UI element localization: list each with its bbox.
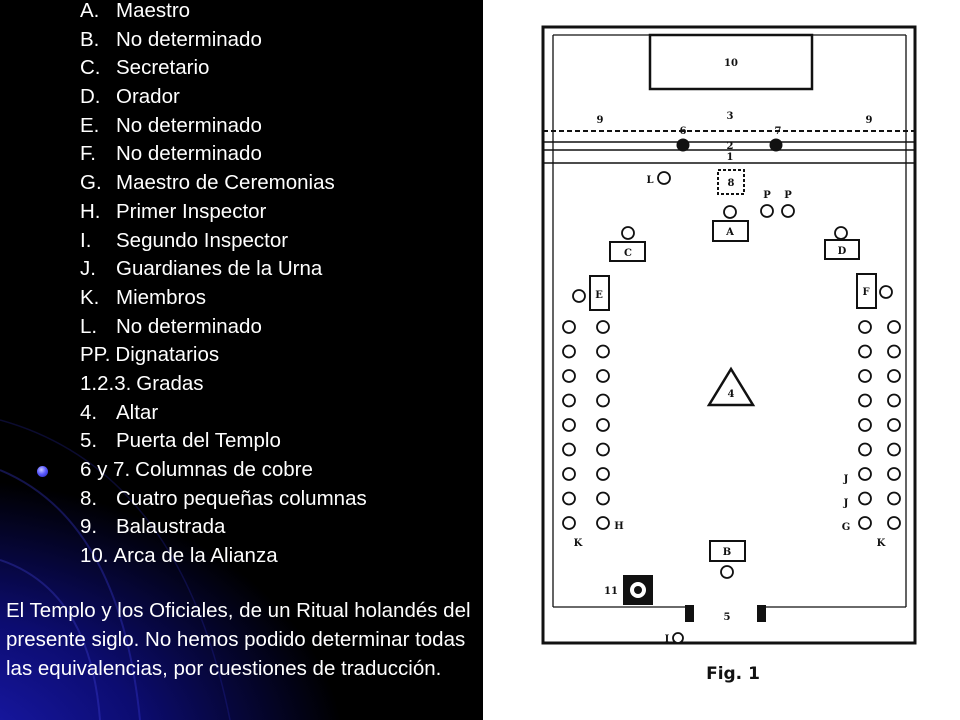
legend-item [80, 227, 367, 256]
officer-c-label: C [624, 248, 632, 259]
officer-i-seat [673, 633, 683, 643]
figure-title: Fig. 1 [706, 664, 760, 684]
officer-l-label: L [646, 175, 654, 186]
member-seat [597, 468, 609, 480]
officer-p2-label: P [784, 190, 792, 201]
officer-d-seat [835, 227, 847, 239]
legend-label: Puerta del Templo [116, 429, 281, 453]
door-number: 5 [723, 612, 731, 623]
legend-key: I. [80, 228, 92, 252]
legend-label: Cuatro pequeñas columnas [116, 486, 367, 510]
balustrade-right-number: 9 [865, 115, 873, 126]
member-seat [888, 419, 900, 431]
member-seat [563, 370, 575, 382]
member-seat [859, 370, 871, 382]
legend-label: Guardianes de la Urna [116, 257, 323, 281]
member-seat [888, 395, 900, 407]
legend-item [80, 456, 367, 485]
member-seat [597, 321, 609, 333]
member-seat [859, 517, 871, 529]
legend-key: H. [80, 199, 101, 223]
legend-item [80, 54, 367, 83]
legend-label: Secretario [116, 56, 210, 80]
member-seat [597, 370, 609, 382]
member-seat [859, 468, 871, 480]
member-seat [563, 517, 575, 529]
legend-key: 4. [80, 400, 98, 424]
member-seat [859, 395, 871, 407]
member-seat [859, 444, 871, 456]
member-seat [859, 346, 871, 358]
legend-key: D. [80, 85, 101, 109]
legend-key: 8. [80, 486, 98, 510]
officer-k-right-label: K [876, 538, 886, 549]
legend-item [80, 140, 367, 169]
member-seat [888, 444, 900, 456]
legend-key: C. [80, 56, 101, 80]
legend-item [80, 0, 367, 26]
officer-i-label: I [664, 634, 670, 645]
officer-p1-seat [761, 205, 773, 217]
legend-key: 9. [80, 515, 98, 539]
member-seat [859, 321, 871, 333]
legend-label: Miembros [116, 285, 206, 309]
member-seat [563, 395, 575, 407]
legend-item [80, 485, 367, 514]
column-7-marker [770, 139, 783, 152]
officer-e-seat [573, 290, 585, 302]
column-6-number: 6 [679, 126, 687, 137]
legend-item [80, 427, 367, 456]
legend-item [80, 169, 367, 198]
bullet-icon [37, 466, 48, 477]
member-seat [859, 419, 871, 431]
legend-item [80, 370, 367, 399]
legend-item [80, 513, 367, 542]
legend-label: No determinado [116, 142, 262, 166]
step-3-number: 3 [726, 111, 734, 122]
legend-item [80, 255, 367, 284]
legend-key: G. [80, 171, 102, 195]
legend-item [80, 83, 367, 112]
legend-label: Altar [116, 400, 159, 424]
step-2-number: 2 [726, 141, 734, 152]
officer-f-label: F [862, 287, 870, 298]
item-11-number: 11 [604, 586, 618, 597]
legend-key: F. [80, 142, 96, 166]
step-1-number: 1 [726, 152, 734, 163]
officer-l-seat [658, 172, 670, 184]
legend-key: 10. [80, 544, 109, 568]
member-seat [888, 517, 900, 529]
legend-item [80, 198, 367, 227]
officer-f-seat [880, 286, 892, 298]
officer-b-seat [721, 566, 733, 578]
legend-item [80, 341, 367, 370]
member-seat [859, 493, 871, 505]
legend-item [80, 313, 367, 342]
member-seat [888, 346, 900, 358]
legend-key: 5. [80, 429, 98, 453]
officer-b-label: B [722, 547, 732, 558]
officer-j2-label: J [843, 498, 849, 509]
officer-d-label: D [837, 246, 847, 257]
balustrade-left-number: 9 [596, 115, 604, 126]
member-seat [597, 395, 609, 407]
officer-p2-seat [782, 205, 794, 217]
member-seat [888, 493, 900, 505]
column-7-number: 7 [774, 126, 782, 137]
officer-p1-label: P [763, 190, 771, 201]
legend-label: Dignatarios [115, 343, 220, 367]
legend-label: Columnas de cobre [135, 458, 313, 481]
legend-label: Arca de la Alianza [113, 544, 278, 568]
door-post-left [685, 605, 694, 622]
legend-key: 1.2.3. [80, 371, 132, 395]
legend-label: Gradas [136, 371, 204, 395]
legend-key: A. [80, 0, 100, 22]
member-seat [888, 370, 900, 382]
officer-k-left-label: K [573, 538, 583, 549]
legend-label: Maestro de Ceremonias [116, 171, 335, 195]
small-columns-number: 8 [727, 178, 735, 189]
legend-key: L. [80, 314, 98, 338]
legend-key: E. [80, 113, 100, 137]
member-seat [888, 321, 900, 333]
member-seat [563, 321, 575, 333]
legend-key: 6 y 7. [80, 458, 131, 481]
member-seat [563, 346, 575, 358]
item-11-core [634, 586, 642, 594]
member-seat [597, 517, 609, 529]
legend-item [80, 26, 367, 55]
member-seat [597, 419, 609, 431]
member-seat [563, 468, 575, 480]
member-seats [563, 321, 900, 529]
legend-label: Maestro [116, 0, 191, 22]
temple-plan [483, 0, 960, 720]
legend-key: J. [80, 257, 96, 281]
legend-label: Balaustrada [116, 515, 226, 539]
altar-number: 4 [727, 389, 735, 400]
officer-a-seat [724, 206, 736, 218]
member-seat [563, 444, 575, 456]
member-seat [563, 419, 575, 431]
legend-item [80, 542, 367, 571]
column-6-marker [677, 139, 690, 152]
legend-item [80, 399, 367, 428]
figure-caption: El Templo y los Oficiales, de un Ritual holandés del presente siglo. No hemos podido determinar todas las equivalencias, por cuestiones de traducción. [6, 599, 471, 680]
officer-c-seat [622, 227, 634, 239]
legend-label: No determinado [116, 27, 262, 51]
legend-item [80, 284, 367, 313]
officer-g-label: G [841, 522, 851, 533]
legend-label: No determinado [116, 113, 262, 137]
temple-diagram [483, 0, 960, 720]
legend-list [80, 0, 367, 571]
legend-key: PP. [80, 343, 111, 367]
legend-item [80, 112, 367, 141]
legend-label: Segundo Inspector [116, 228, 289, 252]
member-seat [597, 444, 609, 456]
door-post-right [757, 605, 766, 622]
member-seat [597, 346, 609, 358]
officer-e-label: E [595, 290, 603, 301]
ark-number: 10 [724, 58, 738, 69]
legend-label: Orador [116, 85, 180, 109]
legend-key: B. [80, 27, 100, 51]
officer-j1-label: J [843, 474, 849, 485]
legend-label: Primer Inspector [116, 199, 267, 223]
legend-key: K. [80, 285, 100, 309]
member-seat [888, 468, 900, 480]
member-seat [597, 493, 609, 505]
officer-a-label: A [726, 227, 734, 238]
officer-h-label: H [614, 521, 624, 532]
member-seat [563, 493, 575, 505]
legend-label: No determinado [116, 314, 262, 338]
